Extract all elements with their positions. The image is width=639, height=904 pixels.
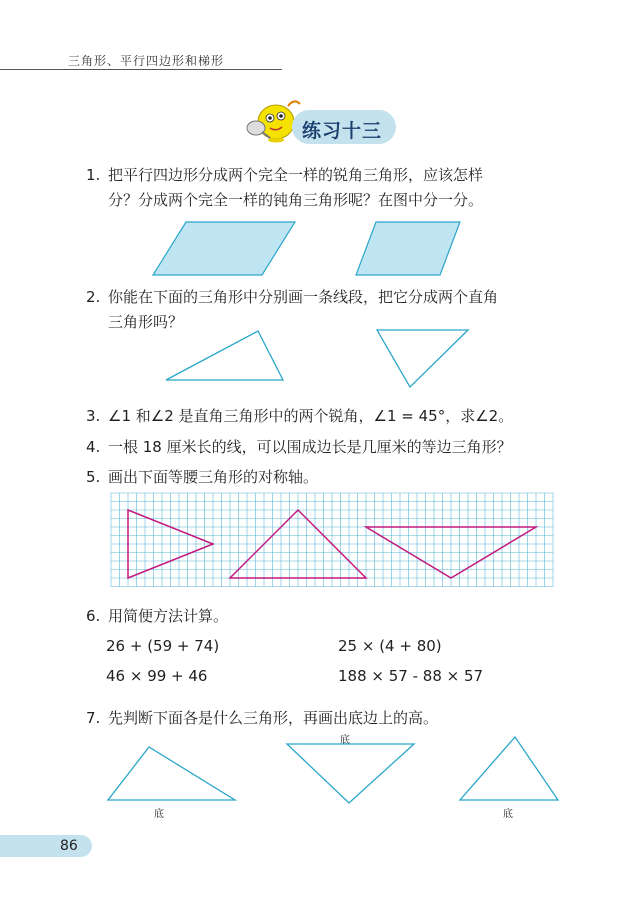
calculation-1: 26 + (59 + 74): [106, 637, 220, 655]
triangle-q2-2: [377, 330, 468, 387]
question-7: 7. 先判断下面各是什么三角形，再画出底边上的高。: [86, 709, 439, 727]
page-number-tab: [0, 835, 92, 857]
question-2-line-2: 三角形吗？: [108, 313, 184, 331]
base-label-1: 底: [154, 809, 164, 820]
triangle-q7-1: [108, 747, 235, 800]
page-number: 86: [60, 838, 78, 854]
triangle-q2-1: [166, 331, 283, 380]
exercise-title: 练习十三: [302, 120, 383, 142]
triangle-q7-2: [287, 744, 414, 803]
triangle-q7-3: [460, 737, 558, 800]
base-label-3: 底: [503, 809, 513, 820]
question-4: 4. 一根 18 厘米长的线，可以围成边长是几厘米的等边三角形？: [86, 438, 512, 456]
parallelogram-2: [356, 222, 460, 275]
question-number: 4.: [86, 438, 101, 456]
question-3: 3. ∠1 和∠2 是直角三角形中的两个锐角，∠1 = 45°，求∠2。: [86, 407, 514, 425]
parallelogram-1: [153, 222, 295, 275]
question-2: 2. 你能在下面的三角形中分别画一条线段，把它分成两个直角: [86, 288, 499, 306]
chapter-header: 三角形、平行四边形和梯形: [68, 54, 225, 68]
question-6: 6. 用简便方法计算。: [86, 607, 229, 625]
question-number: 5.: [86, 468, 101, 486]
base-label-2: 底: [340, 735, 350, 746]
question-1: 1. 把平行四边形分成两个完全一样的锐角三角形，应该怎样: [86, 166, 484, 184]
calculation-3: 46 × 99 + 46: [106, 667, 208, 685]
question-number: 7.: [86, 709, 101, 727]
question-number: 6.: [86, 607, 101, 625]
calculation-4: 188 × 57 - 88 × 57: [338, 667, 484, 685]
question-1-line-2: 分？分成两个完全一样的钝角三角形呢？在图中分一分。: [108, 191, 484, 209]
question-5: 5. 画出下面等腰三角形的对称轴。: [86, 468, 319, 486]
question-number: 2.: [86, 288, 101, 306]
question-number: 3.: [86, 407, 101, 425]
grid-paper: [111, 493, 553, 587]
question-number: 1.: [86, 166, 101, 184]
calculation-2: 25 × (4 + 80): [338, 637, 442, 655]
